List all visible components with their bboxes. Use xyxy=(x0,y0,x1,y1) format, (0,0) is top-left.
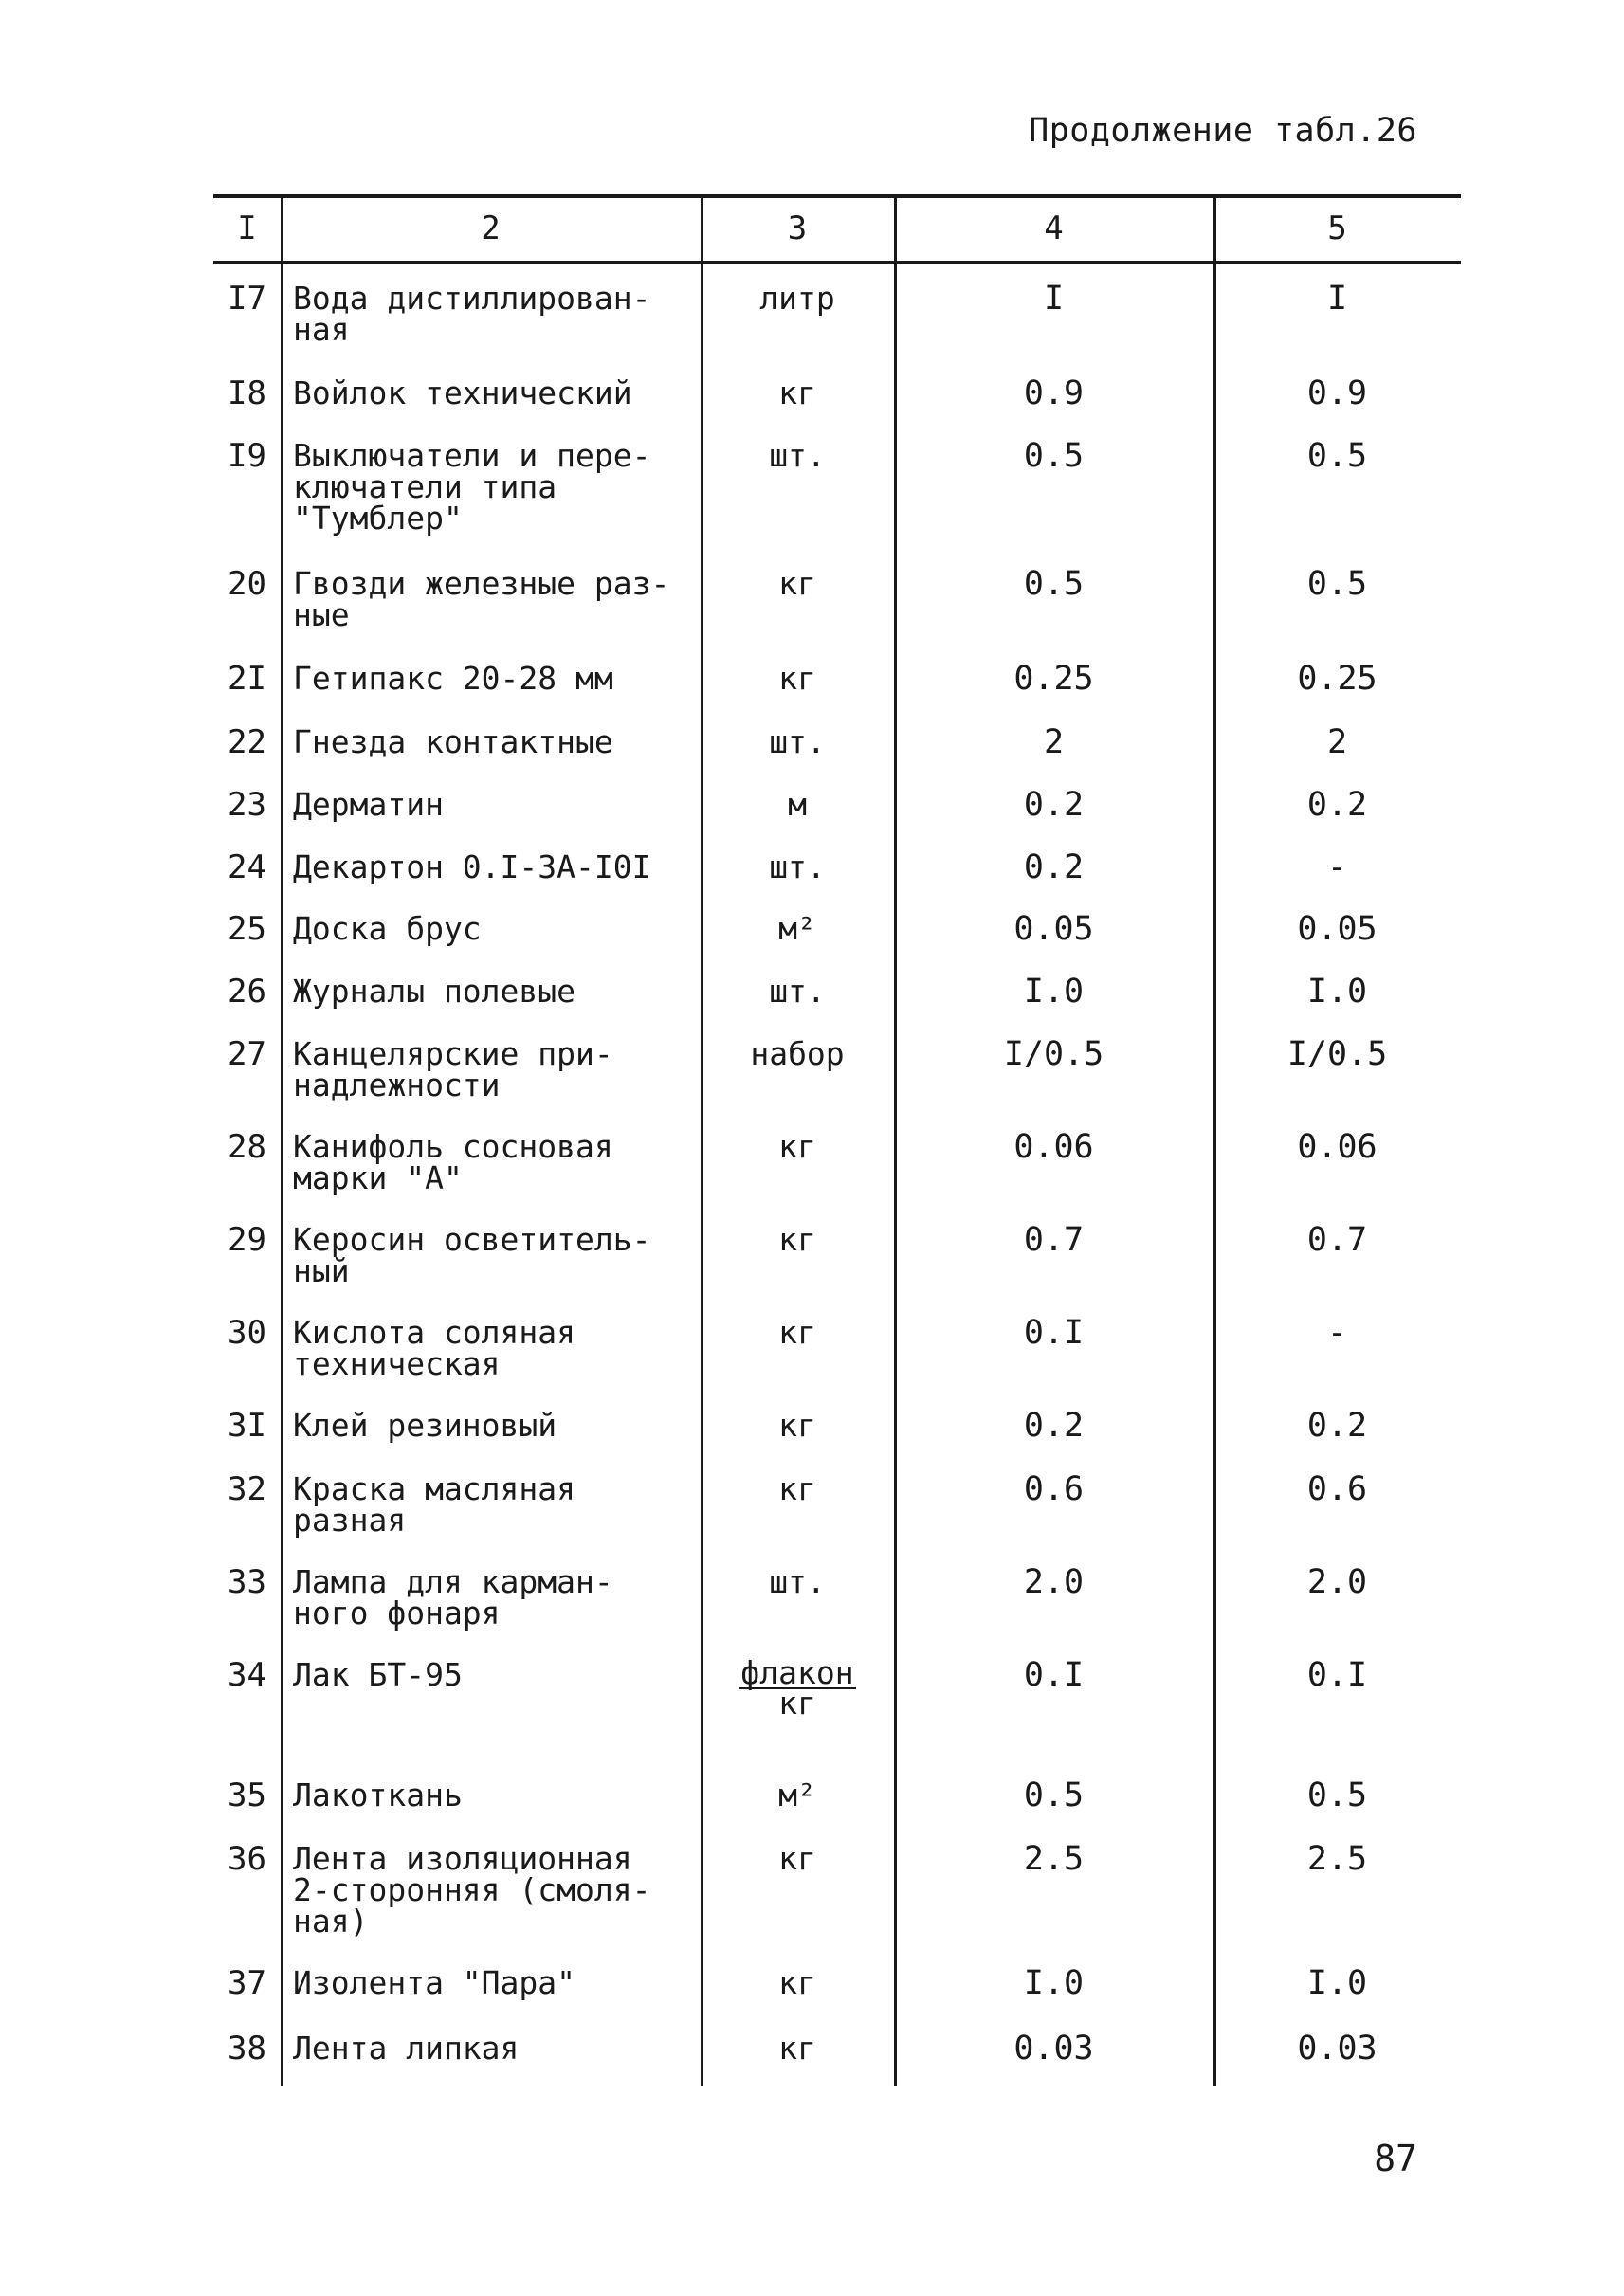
unit-of-measure: кг xyxy=(778,1221,816,1258)
unit-of-measure: шт. xyxy=(769,437,826,474)
table-body xyxy=(213,280,1461,2068)
table-row xyxy=(213,437,1461,537)
table-row xyxy=(213,1563,1461,1631)
table-row xyxy=(213,1470,1461,1539)
row-number: 38 xyxy=(228,2030,266,2068)
unit-of-measure: м xyxy=(788,786,807,823)
norm-value-col4: 0.I xyxy=(1023,1314,1085,1352)
norm-value-col5: I/0.5 xyxy=(1286,1035,1388,1073)
norm-value-col4: 0.5 xyxy=(1023,437,1085,475)
row-number: 28 xyxy=(228,1128,266,1166)
table-row xyxy=(213,1654,1461,1722)
norm-value-col5: - xyxy=(1326,1314,1348,1352)
material-name: Доска брус xyxy=(293,910,482,947)
table-row xyxy=(213,1221,1461,1289)
unit-denominator: кг xyxy=(778,1685,816,1722)
table-row xyxy=(213,565,1461,633)
norm-value-col5: 2.0 xyxy=(1306,1563,1368,1601)
table-row xyxy=(213,1035,1461,1103)
unit-of-measure: кг xyxy=(778,2030,816,2067)
norm-value-col4: I/0.5 xyxy=(1003,1035,1104,1073)
norm-value-col5: 0.5 xyxy=(1306,437,1368,475)
unit-of-measure: шт. xyxy=(769,848,826,885)
material-name: Дерматин xyxy=(293,786,444,823)
unit-of-measure: шт. xyxy=(769,1563,826,1600)
norm-value-col4: 0.5 xyxy=(1023,1777,1085,1814)
norm-value-col5: 0.25 xyxy=(1297,660,1378,698)
table-row xyxy=(213,973,1461,1011)
norm-value-col5: 0.5 xyxy=(1306,1777,1368,1814)
norm-value-col4: 0.6 xyxy=(1023,1470,1085,1508)
unit-of-measure: набор xyxy=(750,1035,845,1072)
table-row xyxy=(213,374,1461,412)
material-name: Гвозди железные раз- ные xyxy=(293,565,670,633)
header-col-5: 5 xyxy=(1327,210,1347,247)
material-name: Журналы полевые xyxy=(293,973,576,1010)
row-number: 23 xyxy=(228,786,266,824)
norm-value-col5: 0.2 xyxy=(1306,1407,1368,1445)
material-name: Кислота соляная техническая xyxy=(293,1314,576,1382)
row-number: I8 xyxy=(228,374,266,412)
material-name: Лакоткань xyxy=(293,1777,463,1813)
table-row xyxy=(213,1779,1461,1812)
unit-of-measure: кг xyxy=(778,1407,816,1444)
unit-of-measure: кг xyxy=(778,374,816,411)
unit-of-measure: литр xyxy=(759,280,835,317)
unit-numerator: флакон xyxy=(740,1654,854,1691)
unit-of-measure: кг xyxy=(778,1840,816,1877)
table-row xyxy=(213,1407,1461,1445)
norm-value-col4: 0.05 xyxy=(1013,910,1094,948)
norm-value-col4: 0.25 xyxy=(1013,660,1094,698)
material-name: Клей резиновый xyxy=(293,1407,557,1444)
row-number: 30 xyxy=(228,1314,266,1352)
row-number: 25 xyxy=(228,910,266,948)
table-row xyxy=(213,1128,1461,1196)
norm-value-col4: 0.2 xyxy=(1023,1407,1085,1445)
header-col-1: I xyxy=(237,210,257,247)
norm-value-col5: 0.06 xyxy=(1297,1128,1378,1166)
table-row xyxy=(213,280,1461,348)
table-row xyxy=(213,1314,1461,1382)
unit-of-measure: кг xyxy=(778,660,816,697)
material-name: Канифоль сосновая марки "А" xyxy=(293,1128,613,1196)
unit-of-measure: шт. xyxy=(769,723,826,760)
unit-of-measure: кг xyxy=(778,565,816,602)
norm-value-col5: 0.2 xyxy=(1306,786,1368,824)
norm-value-col5: 0.I xyxy=(1306,1656,1368,1694)
unit-of-measure: м² xyxy=(778,910,816,947)
table-top-rule xyxy=(213,194,1461,198)
header-bottom-rule xyxy=(213,261,1461,264)
unit-of-measure: кг xyxy=(778,1314,816,1351)
material-name: Канцелярские при- надлежности xyxy=(293,1035,613,1103)
norm-value-col4: 0.2 xyxy=(1023,786,1085,824)
row-number: 26 xyxy=(228,973,266,1011)
unit-of-measure: шт. xyxy=(769,973,826,1010)
material-name: Войлок технический xyxy=(293,374,632,411)
row-number: 24 xyxy=(228,848,266,886)
material-name: Лента изоляционная 2-сторонняя (смоля- ная) xyxy=(293,1840,651,1940)
norm-value-col5: 0.7 xyxy=(1306,1221,1368,1259)
table-row xyxy=(213,786,1461,824)
table-row xyxy=(213,848,1461,886)
header-col-3: 3 xyxy=(787,210,808,247)
row-number: 27 xyxy=(228,1035,266,1073)
row-number: 20 xyxy=(228,565,266,603)
norm-value-col5: 0.03 xyxy=(1297,2030,1378,2068)
row-number: 3I xyxy=(228,1407,266,1445)
table-row xyxy=(213,660,1461,698)
unit-of-measure: кг xyxy=(778,1470,816,1507)
row-number: 36 xyxy=(228,1840,266,1878)
norm-value-col4: I xyxy=(1043,280,1065,318)
row-number: 32 xyxy=(228,1470,266,1508)
row-number: I7 xyxy=(228,280,266,318)
material-name: Лампа для карман- ного фонаря xyxy=(293,1563,613,1631)
row-number: 2I xyxy=(228,660,266,698)
norm-value-col5: 2.5 xyxy=(1306,1840,1368,1878)
norm-value-col5: 0.6 xyxy=(1306,1470,1368,1508)
materials-table xyxy=(213,194,1461,2086)
table-row xyxy=(213,910,1461,948)
unit-of-measure: м² xyxy=(778,1777,816,1813)
table-row xyxy=(213,723,1461,761)
material-name: Изолента "Пара" xyxy=(293,1964,576,2001)
norm-value-col5: 2 xyxy=(1326,723,1348,761)
norm-value-col4: 0.9 xyxy=(1023,374,1085,412)
row-number: 22 xyxy=(228,723,266,761)
norm-value-col4: 0.5 xyxy=(1023,565,1085,603)
norm-value-col5: 0.05 xyxy=(1297,910,1378,948)
material-name: Декартон 0.I-3А-I0I xyxy=(293,848,651,885)
material-name: Гетипакс 20-28 мм xyxy=(293,660,613,697)
table-caption: Продолжение табл.26 xyxy=(1029,112,1417,150)
norm-value-col5: I.0 xyxy=(1306,1964,1368,2002)
material-name: Лента липкая xyxy=(293,2030,520,2067)
material-name: Керосин осветитель- ный xyxy=(293,1221,651,1289)
norm-value-col4: 2 xyxy=(1043,723,1065,761)
norm-value-col4: 0.2 xyxy=(1023,848,1085,886)
norm-value-col4: I.0 xyxy=(1023,973,1085,1011)
unit-of-measure xyxy=(701,1654,894,1722)
material-name: Выключатели и пере- ключатели типа "Тумблер" xyxy=(293,437,651,537)
material-name: Краска масляная разная xyxy=(293,1470,576,1539)
row-number: 35 xyxy=(228,1777,266,1814)
header-col-2: 2 xyxy=(481,210,501,247)
table-row xyxy=(213,1964,1461,2002)
material-name: Лак БТ-95 xyxy=(293,1656,463,1693)
norm-value-col4: 2.0 xyxy=(1023,1563,1085,1601)
table-row xyxy=(213,1840,1461,1940)
norm-value-col5: I xyxy=(1326,280,1348,318)
norm-value-col4: 0.06 xyxy=(1013,1128,1094,1166)
page-number: 87 xyxy=(1374,2138,1417,2179)
header-col-4: 4 xyxy=(1044,210,1064,247)
row-number: 29 xyxy=(228,1221,266,1259)
norm-value-col5: 0.9 xyxy=(1306,374,1368,412)
row-number: 34 xyxy=(228,1656,266,1694)
norm-value-col4: 2.5 xyxy=(1023,1840,1085,1878)
row-number: I9 xyxy=(228,437,266,475)
table-row xyxy=(213,2030,1461,2068)
norm-value-col4: 0.03 xyxy=(1013,2030,1094,2068)
norm-value-col5: 0.5 xyxy=(1306,565,1368,603)
material-name: Вода дистиллирован- ная xyxy=(293,280,651,348)
norm-value-col5: I.0 xyxy=(1306,973,1368,1011)
norm-value-col4: 0.I xyxy=(1023,1656,1085,1694)
material-name: Гнезда контактные xyxy=(293,723,613,760)
unit-of-measure: кг xyxy=(778,1128,816,1165)
norm-value-col4: 0.7 xyxy=(1023,1221,1085,1259)
unit-of-measure: кг xyxy=(778,1964,816,2001)
norm-value-col5: - xyxy=(1326,848,1348,886)
norm-value-col4: I.0 xyxy=(1023,1964,1085,2002)
row-number: 33 xyxy=(228,1563,266,1601)
row-number: 37 xyxy=(228,1964,266,2002)
